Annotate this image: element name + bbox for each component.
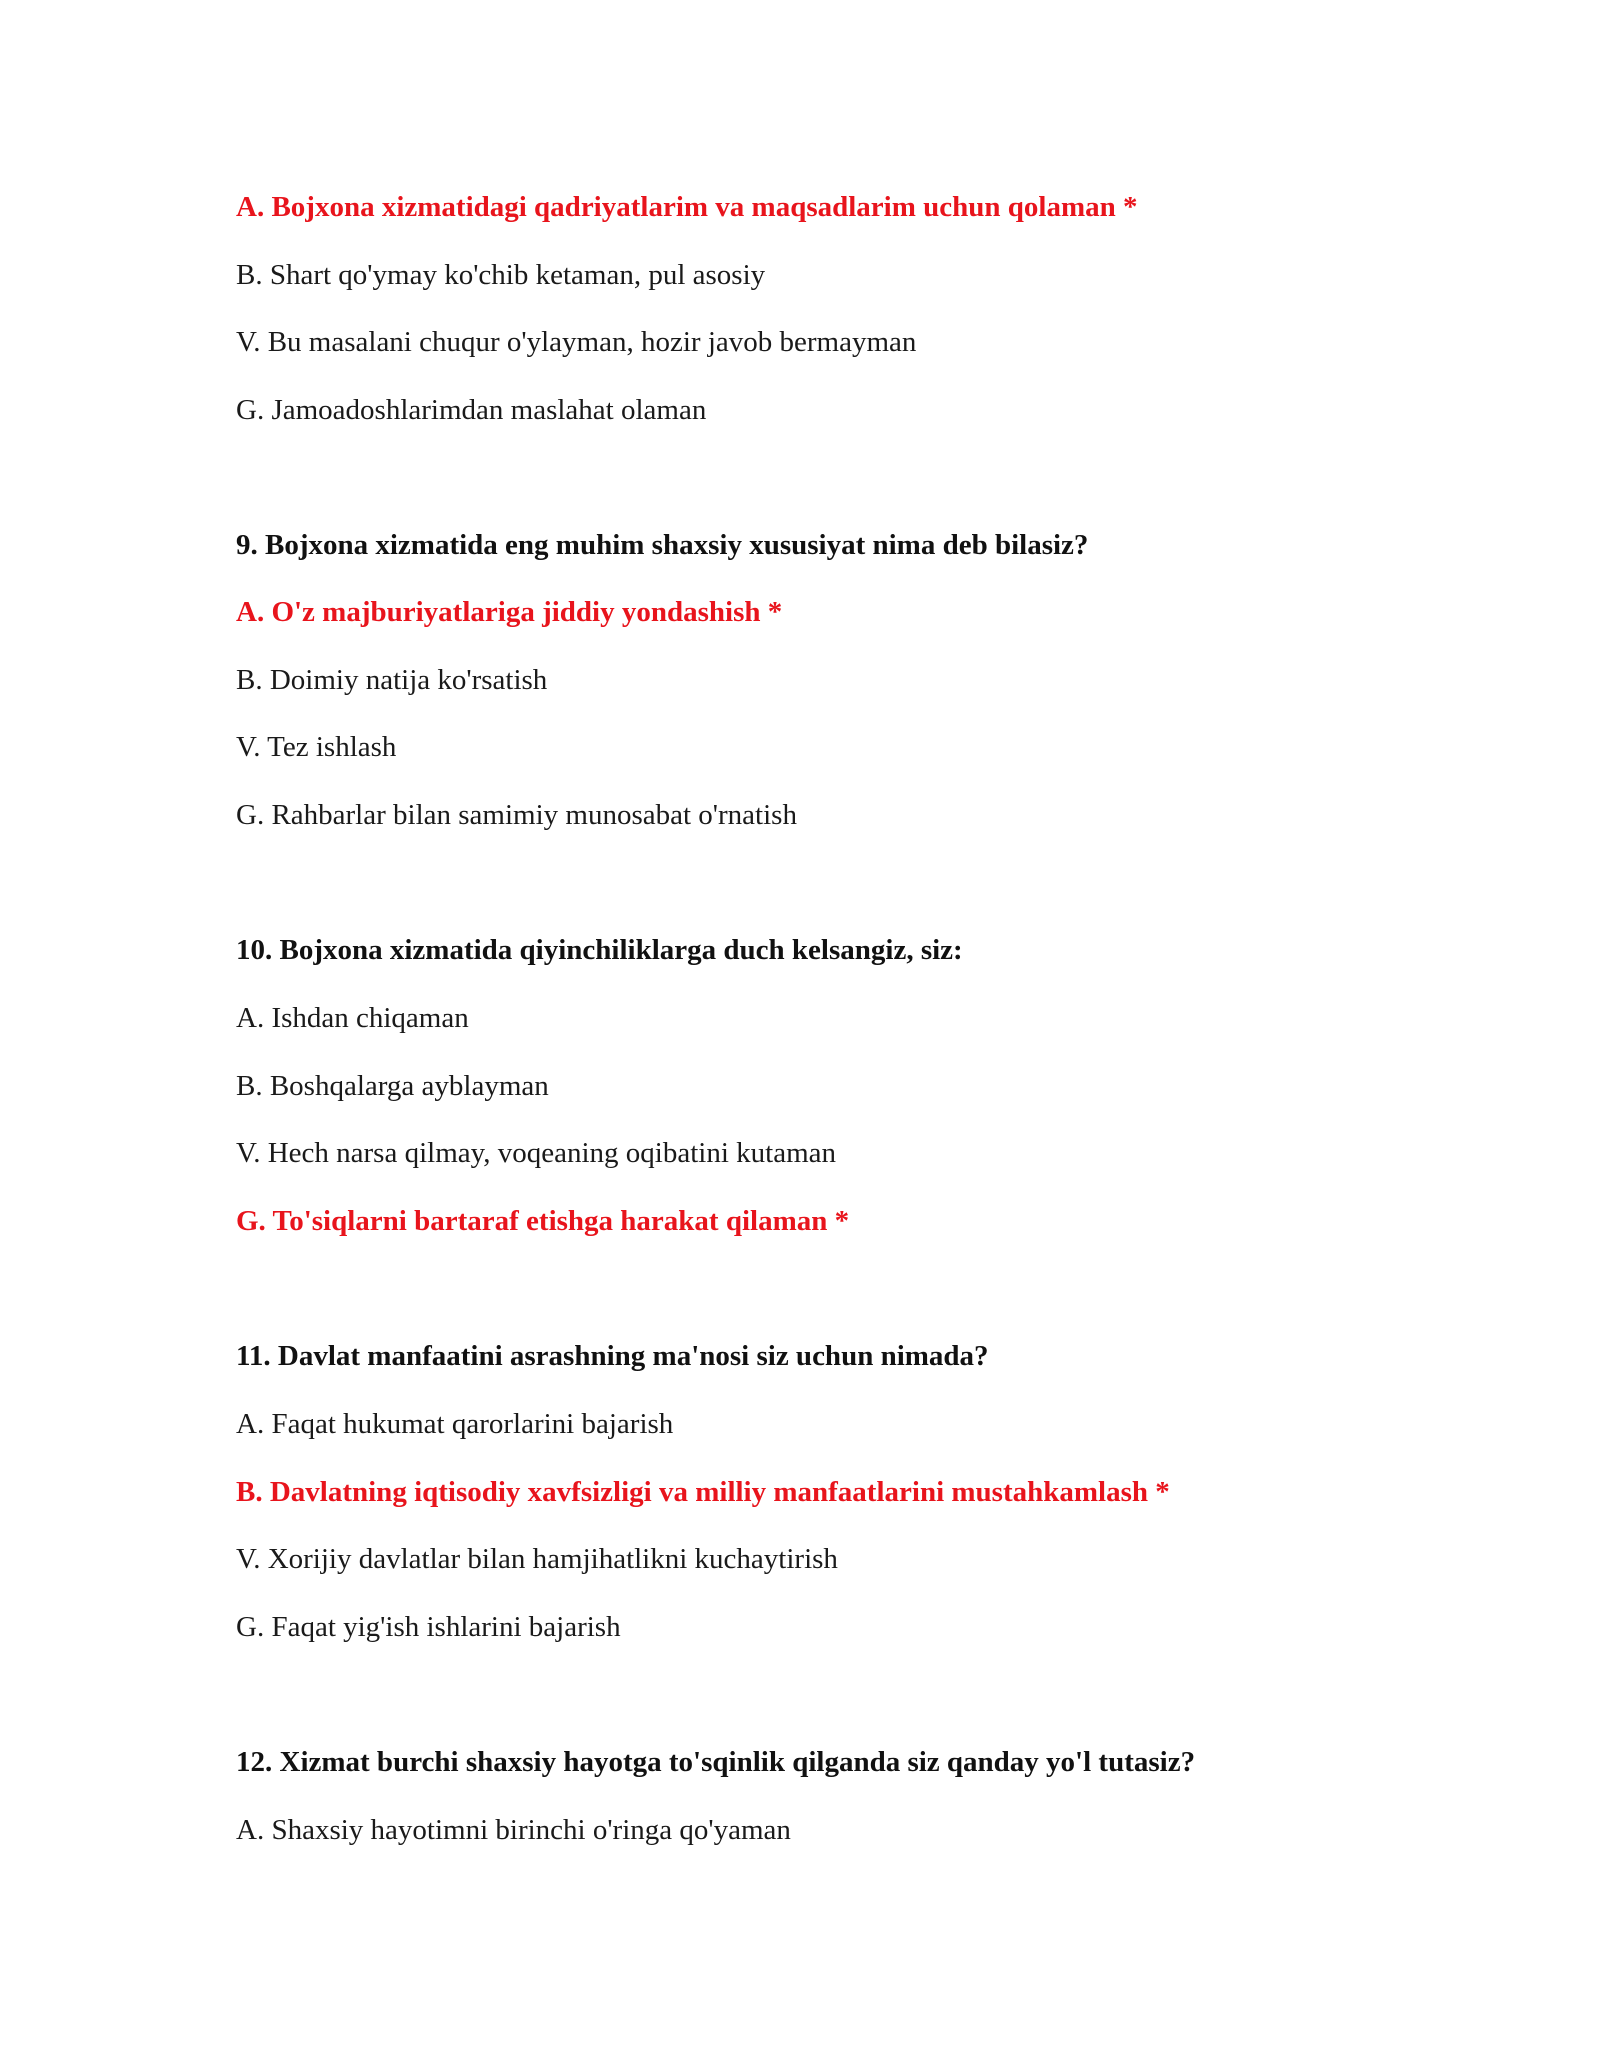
q11-option-v: V. Xorijiy davlatlar bilan hamjihatlikni kuchaytirish (236, 1543, 838, 1575)
q10-option-a: A. Ishdan chiqaman (236, 1002, 469, 1034)
q11-option-g: G. Faqat yig'ish ishlarini bajarish (236, 1611, 621, 1643)
q11-option-b-correct: B. Davlatning iqtisodiy xavfsizligi va milliy manfaatlarini mustahkamlash * (236, 1476, 1170, 1508)
q8-option-b: B. Shart qo'ymay ko'chib ketaman, pul asosiy (236, 259, 766, 291)
q11-option-a: A. Faqat hukumat qarorlarini bajarish (236, 1408, 674, 1440)
q9-option-v: V. Tez ishlash (236, 731, 397, 763)
q8-option-g: G. Jamoadoshlarimdan maslahat olaman (236, 394, 707, 426)
q10-option-g-correct: G. To'siqlarni bartaraf etishga harakat qilaman * (236, 1205, 850, 1237)
q9-option-b: B. Doimiy natija ko'rsatish (236, 664, 548, 696)
q9-option-a-correct: A. O'z majburiyatlariga jiddiy yondashish * (236, 596, 783, 628)
q8-option-v: V. Bu masalani chuqur o'ylayman, hozir javob bermayman (236, 326, 917, 358)
q10-question: 10. Bojxona xizmatida qiyinchiliklarga duch kelsangiz, siz: (236, 934, 963, 966)
q10-option-b: B. Boshqalarga ayblayman (236, 1070, 549, 1102)
q12-question: 12. Xizmat burchi shaxsiy hayotga to'sqinlik qilganda siz qanday yo'l tutasiz? (236, 1746, 1196, 1778)
q11-question: 11. Davlat manfaatini asrashning ma'nosi siz uchun nimada? (236, 1340, 989, 1372)
q9-option-g: G. Rahbarlar bilan samimiy munosabat o'rnatish (236, 799, 797, 831)
q8-option-a-correct: A. Bojxona xizmatidagi qadriyatlarim va maqsadlarim uchun qolaman * (236, 191, 1138, 223)
q10-option-v: V. Hech narsa qilmay, voqeaning oqibatini kutaman (236, 1137, 836, 1169)
q9-question: 9. Bojxona xizmatida eng muhim shaxsiy xususiyat nima deb bilasiz? (236, 529, 1089, 561)
q12-option-a: A. Shaxsiy hayotimni birinchi o'ringa qo'yaman (236, 1814, 791, 1846)
